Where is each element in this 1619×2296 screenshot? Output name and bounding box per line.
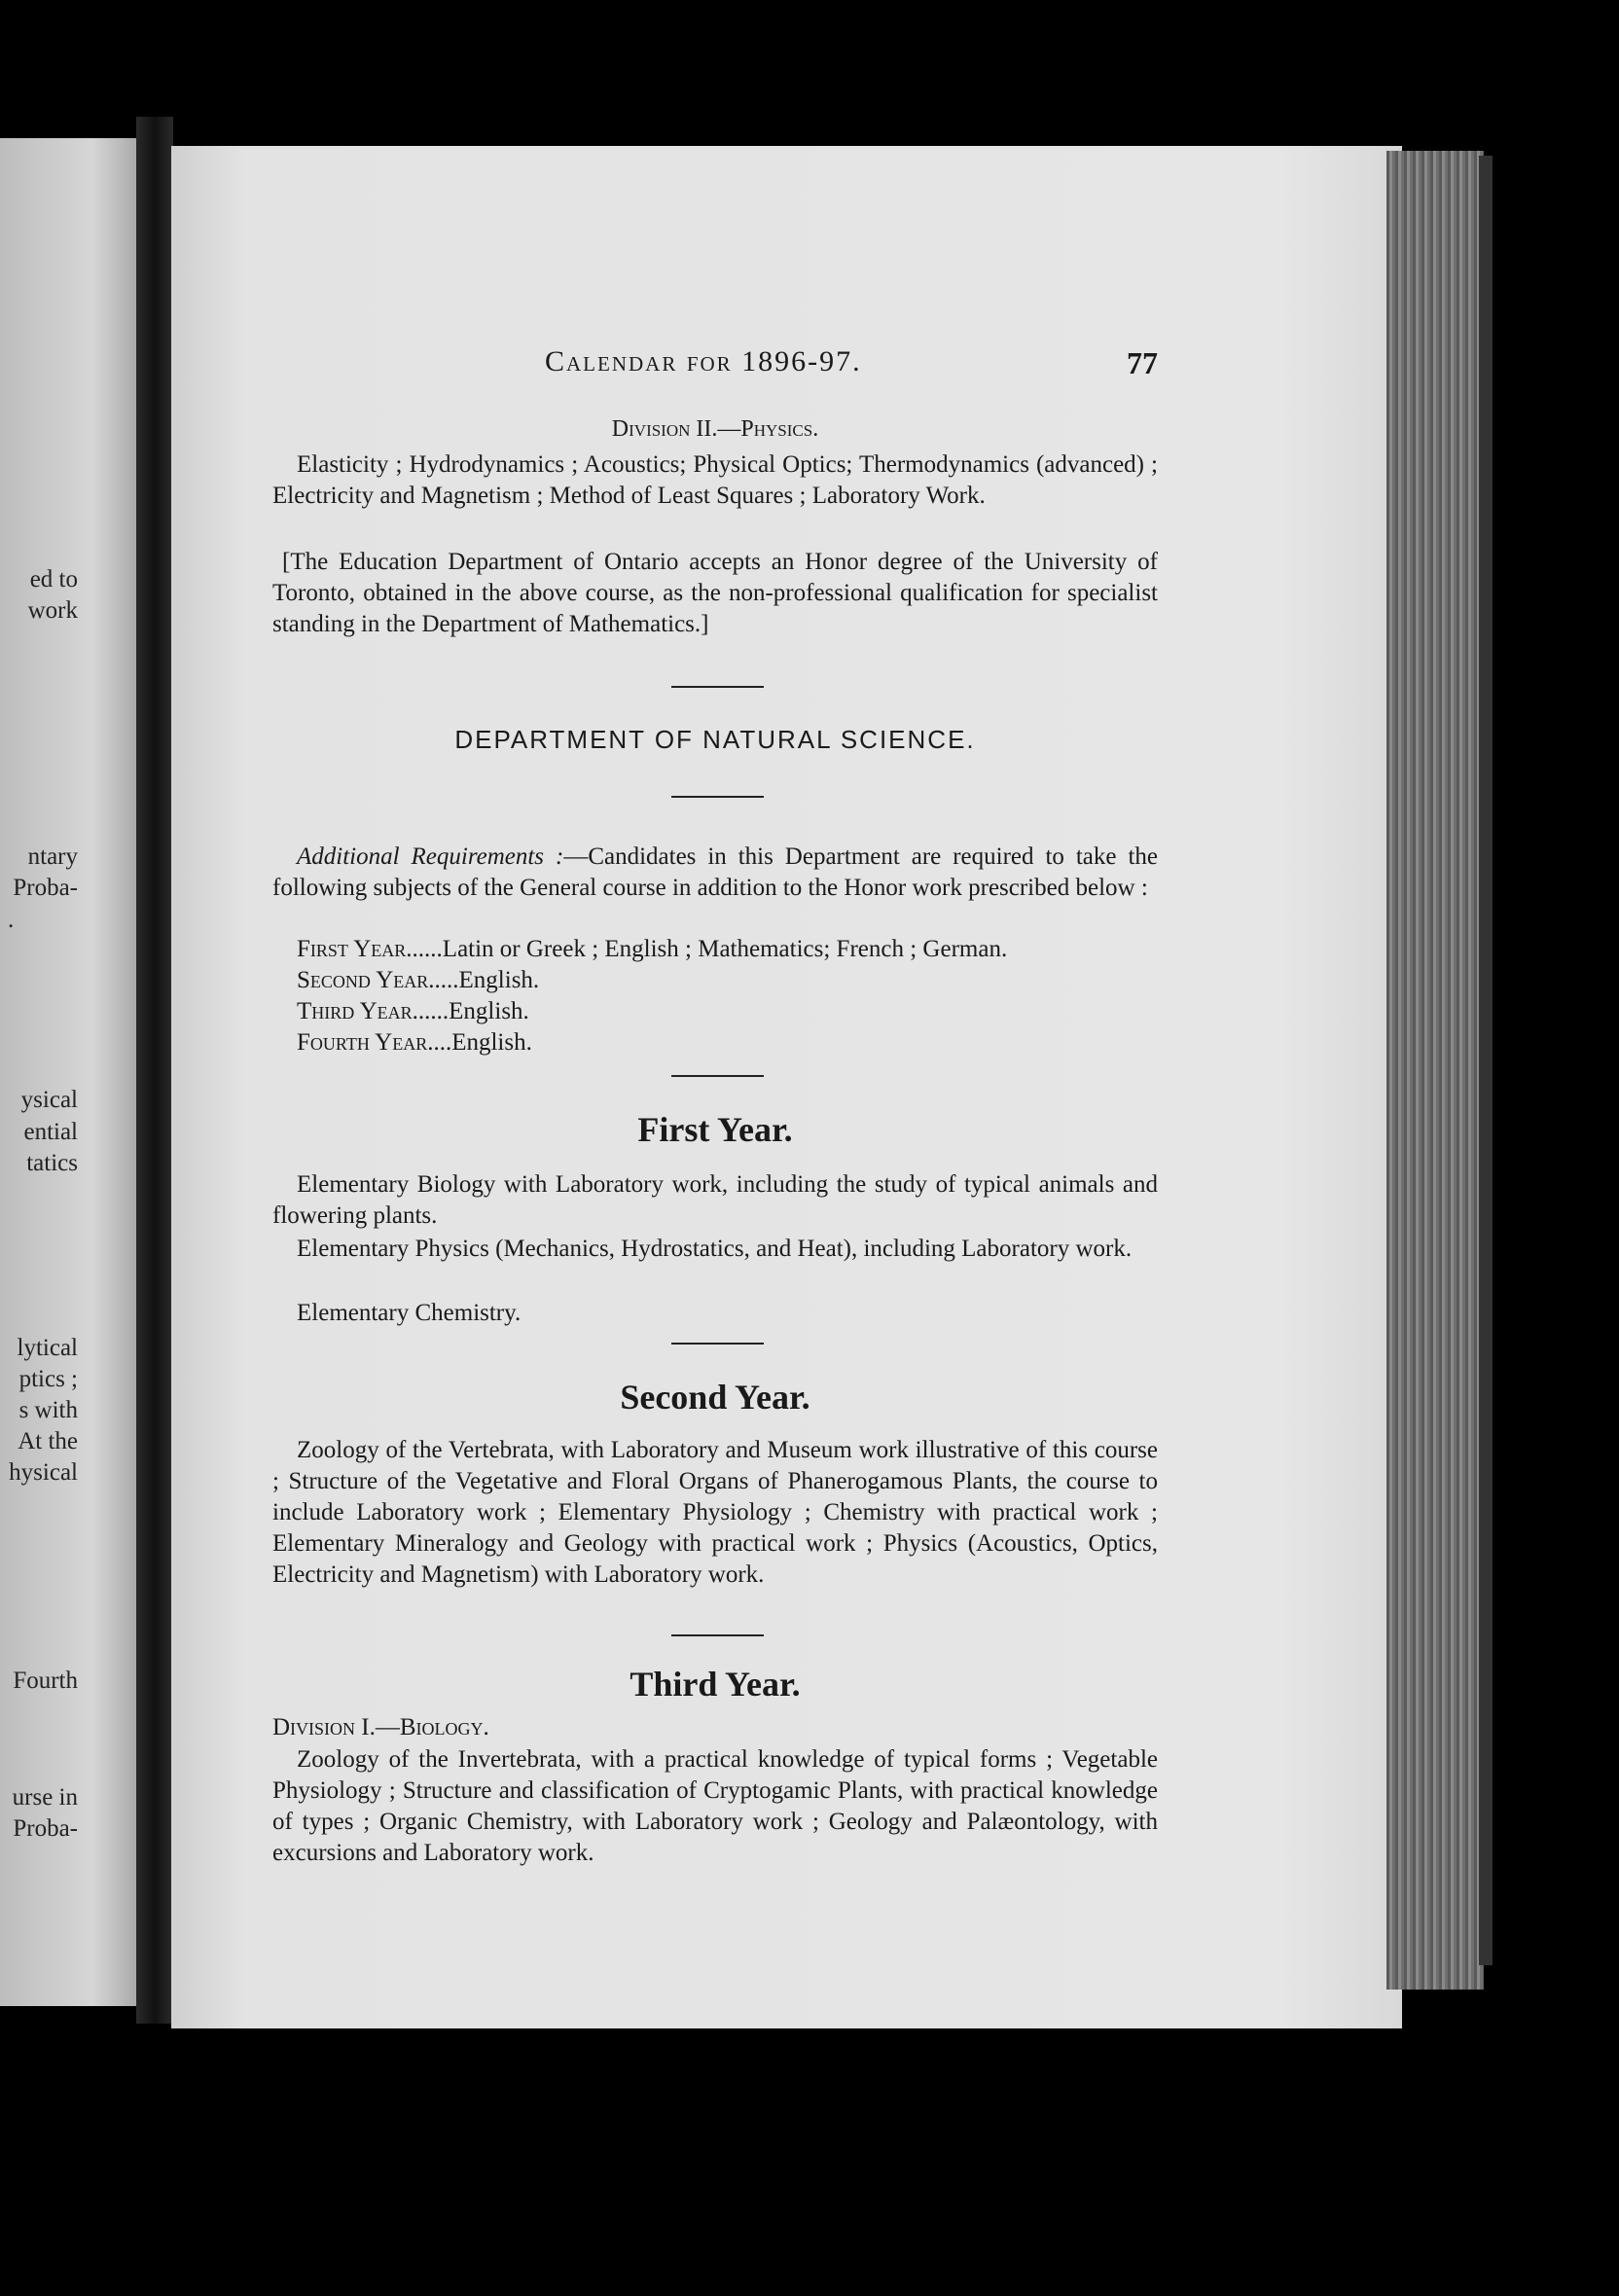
third-year-division: Division I.—Biology. xyxy=(272,1714,489,1740)
section-divider xyxy=(671,1075,764,1077)
requirement-dots: ...... xyxy=(406,936,443,962)
requirement-row xyxy=(297,967,539,994)
facing-page-fragment: ntary xyxy=(27,843,78,870)
requirement-row xyxy=(297,1029,532,1057)
second-year-body: Zoology of the Vertebrata, with Laboratory and Museum work illustrative of this course ; Structure of the Vegetative and Floral Organs of Phanerogamous Plants, the course to include Laboratory work ; Elementary Physiology ; Chemistry with practical work ; Elementary Mineralogy and Geology with practical work ; Physics (Acoustics, Optics, Electricity and Magnetism) with Laboratory work. xyxy=(272,1437,1158,1588)
first-year-item: Elementary Physics (Mechanics, Hydrostatics, and Heat), including Laboratory work. xyxy=(297,1236,1133,1262)
page-edges-shadow xyxy=(1479,156,1493,1965)
third-year-body: Zoology of the Invertebrata, with a practical knowledge of typical forms ; Vegetable Physiology ; Structure and classification of Cryptogamic Plants, with practical knowledge of types ; Organic Chemistry, with Laboratory work ; Geology and Palæontology, with excursions and Laboratory work. xyxy=(272,1746,1158,1866)
running-title: Calendar for 1896-97. xyxy=(545,345,862,377)
requirement-subjects: English. xyxy=(451,1029,532,1056)
requirements-label: Additional Requirements : xyxy=(297,843,564,870)
department-title: DEPARTMENT OF NATURAL SCIENCE. xyxy=(454,725,976,754)
facing-page-fragment: ed to xyxy=(29,566,78,592)
facing-page xyxy=(0,138,154,2006)
facing-page-fragment: tatics xyxy=(26,1150,78,1176)
facing-page-fragment: ysical xyxy=(20,1087,78,1113)
facing-page-fragment: ential xyxy=(23,1119,78,1145)
facing-page-fragment: work xyxy=(27,597,78,624)
facing-page-fragment: Proba- xyxy=(13,1815,78,1842)
facing-page-fragment: hysical xyxy=(9,1459,78,1486)
first-year-item: Elementary Chemistry. xyxy=(297,1300,522,1326)
requirement-subjects: English. xyxy=(458,967,540,993)
third-year-heading: Third Year. xyxy=(630,1665,801,1704)
facing-page-fragment: At the xyxy=(18,1428,78,1454)
requirement-row xyxy=(297,936,1007,963)
facing-page-fragment: lytical xyxy=(17,1335,78,1361)
page-edges xyxy=(1386,151,1484,1990)
facing-page-fragment: ptics ; xyxy=(18,1366,78,1392)
facing-page-fragment: Proba- xyxy=(13,875,78,901)
first-year-item: Elementary Biology with Laboratory work, including the study of typical animals and flowering plants. xyxy=(272,1171,1158,1229)
division-ii-note: [The Education Department of Ontario accepts an Honor degree of the University of Toronto, obtained in the above course, as the non-professional qualification for specialist standing in the Department of Mathematics.] xyxy=(272,549,1158,637)
requirement-dots: ...... xyxy=(412,998,450,1024)
requirement-year: Second Year xyxy=(297,967,429,993)
requirement-subjects: Latin or Greek ; English ; Mathematics; French ; German. xyxy=(442,936,1008,962)
section-divider xyxy=(671,686,764,688)
requirement-year: Third Year xyxy=(297,998,413,1024)
section-divider xyxy=(671,1343,764,1345)
section-divider xyxy=(671,796,764,798)
running-header xyxy=(272,345,1158,384)
requirement-dots: .... xyxy=(427,1029,452,1056)
additional-requirements xyxy=(272,842,1158,904)
requirement-year: First Year xyxy=(297,936,407,962)
facing-page-fragment: . xyxy=(8,907,15,933)
requirements-text: —Candidates in this Department are required to take the following subjects of the General course in addition to the Honor work prescribed below : xyxy=(272,843,1158,901)
first-year-heading: First Year. xyxy=(637,1110,793,1149)
requirement-subjects: English. xyxy=(449,998,529,1024)
facing-page-fragment: urse in xyxy=(12,1784,78,1811)
page-number: 77 xyxy=(1127,345,1158,380)
division-ii-heading: Division II.—Physics. xyxy=(611,416,819,442)
requirement-year: Fourth Year xyxy=(297,1029,428,1056)
book-gutter xyxy=(136,117,173,2024)
division-ii-body: Elasticity ; Hydrodynamics ; Acoustics; Physical Optics; Thermodynamics (advanced) ; Electricity and Magnetism ; Method of Least Squares ; Laboratory Work. xyxy=(272,451,1158,509)
requirement-row xyxy=(297,998,529,1025)
facing-page-fragment: Fourth xyxy=(13,1668,78,1694)
second-year-heading: Second Year. xyxy=(620,1378,810,1417)
requirement-dots: ..... xyxy=(428,967,459,993)
facing-page-fragment: s with xyxy=(18,1397,78,1423)
section-divider xyxy=(671,1634,764,1636)
